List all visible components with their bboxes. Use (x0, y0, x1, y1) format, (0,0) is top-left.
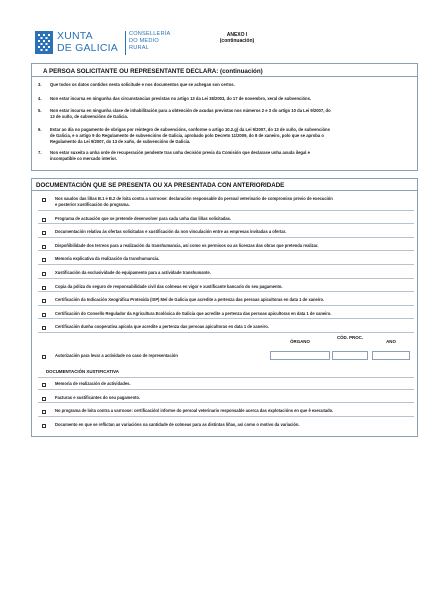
document-divider (38, 237, 414, 238)
cod-proc-field[interactable] (332, 351, 368, 360)
document-row (38, 284, 414, 294)
document-label: Programa de actuación que se pretende desenvolver para cada unha das liñas solicitadas. (55, 216, 232, 221)
declaration-item-text (50, 108, 420, 120)
justification-label: Memoria de realización de actividades. (55, 381, 131, 386)
justification-divider (38, 416, 414, 417)
column-ano: ANO (386, 339, 396, 344)
document-divider (38, 305, 414, 306)
document-divider (38, 223, 414, 224)
document-label: Certificación dunha cooperativa apícola que acredite a pertenza das persoas apicultoras en data 1 de xaneiro. (55, 324, 269, 329)
document-checkbox[interactable] (42, 258, 46, 262)
dept-line-2: DO MEDIO (129, 38, 159, 44)
authorization-label: Autorización para levar a actividade no caso de representación (55, 353, 178, 358)
document-divider (38, 264, 414, 265)
declaration-item-number: 5. (38, 108, 42, 113)
dept-line-3: RURAL (129, 45, 149, 51)
authorization-checkbox[interactable] (42, 355, 46, 359)
brand-line-2: DE GALICIA (57, 42, 118, 54)
declaration-item-line: Non estar suxeita a unha orde de recuperación pendente tras unha decisión previa da Comisión que declarase unha axuda ilegal e (50, 150, 310, 155)
column-organo: ÓRGANO (290, 339, 310, 344)
document-checkbox[interactable] (42, 286, 46, 290)
dept-line-1: CONSELLERÍA (129, 31, 171, 37)
declaration-title: A PERSOA SOLICITANTE OU REPRESENTANTE DECLARA: (continuación) (43, 68, 263, 75)
document-label: e posterior xustificación do programa. (55, 202, 130, 207)
documentation-title-rule (31, 190, 418, 191)
document-label: Xustificación da exclusividade do equipamento para a actividade transhumante. (55, 270, 211, 275)
document-divider (38, 318, 414, 319)
declaration-item-line: Non estar incursa en ningunha clase de inhabilitación para a obtención de axudas previstas nos números 2 e 3 do artigo 10 da Lei 9/2007, do (50, 108, 331, 113)
brand-line-1: XUNTA (57, 30, 93, 42)
declaration-item-number: 6. (38, 127, 42, 132)
column-cod-proc: CÓD. PROC. (336, 335, 364, 340)
justification-label: Facturas e xustificantes do seu pagamento. (55, 395, 141, 400)
declaration-item-line: Non estar incursa en ningunha das circunstancias previstas no artigo 13 da Lei 38/2003, do 17 de novembro, xeral de subvencións. (50, 96, 312, 101)
declaration-item-number: 4. (38, 96, 42, 101)
document-row (38, 216, 414, 226)
declaration-item-text (50, 96, 420, 102)
document-checkbox[interactable] (42, 326, 46, 330)
document-label: Dispoñibilidade dos terreos para a realización da transhumancia, así como os permisos ou as licenzas das obras que pretenda realizar. (55, 243, 319, 248)
declaration-item-text (50, 150, 420, 162)
document-checkbox[interactable] (42, 299, 46, 303)
declaration-item-line: incompatible co mercado interior. (50, 156, 118, 161)
justification-checkbox[interactable] (42, 424, 46, 428)
galicia-emblem-icon (35, 31, 53, 54)
document-checkbox[interactable] (42, 272, 46, 276)
declaration-item-line: 13 de xuño, de subvencións de Galicia. (50, 114, 128, 119)
justification-label: Documento en que se reflictan as variacións na cantidade de colmeas para as distintas liñas, así como o motivo da variación. (55, 422, 300, 427)
document-checkbox[interactable] (42, 198, 46, 202)
declaration-item-number: 3. (38, 82, 42, 87)
justification-checkbox[interactable] (42, 397, 46, 401)
document-label: Nos saudos das liñas B.1 e B.2 de loita contra a varroose: declaración responsable do persoal veterinario de compromiso previo de execución (55, 196, 333, 201)
logo-divider (125, 31, 126, 55)
document-divider (38, 291, 414, 292)
declaration-item-line: Estar ao día no pagamento de obrigas por reintegro de subvencións, conforme o artigo 10.2.g) da Lei 9/2007, do 13 de xuño, de subvencións (50, 127, 330, 132)
document-row (38, 311, 414, 321)
ano-field[interactable] (372, 351, 410, 360)
justification-row (38, 422, 414, 432)
declaration-item-line: Que todos os datos contidos nesta solicitude e nos documentos que se achegan son certos. (50, 82, 235, 87)
annex-subtitle: (continuación) (219, 38, 255, 44)
documentation-title: DOCUMENTACIÓN QUE SE PRESENTA OU XA PRESENTADA CON ANTERIORIDADE (36, 182, 285, 189)
document-label: Memoria explicativa da realización da transhumancia. (55, 256, 160, 261)
document-label: Copia da póliza do seguro de responsabilidade civil das colmeas en vigor e xustificante bancario do seu pagamento. (55, 284, 283, 289)
document-label: Certificación da Indicación Xeográfica Protexida (IXP) Mel de Galicia que acredite a pertenza das persoas apicultoras en data 1 de xaneiro. (55, 297, 325, 302)
justification-checkbox[interactable] (42, 410, 46, 414)
document-checkbox[interactable] (42, 218, 46, 222)
document-divider (38, 250, 414, 251)
document-divider (38, 278, 414, 279)
document-checkbox[interactable] (42, 313, 46, 317)
document-divider (38, 332, 414, 333)
justification-row (38, 395, 414, 405)
department-name (129, 31, 170, 52)
declaration-item-text (50, 127, 420, 145)
declaration-item-line: Regulamento da Lei 9/2007, do 13 de xuño, de subvencións de Galicia. (50, 139, 191, 144)
annex-heading (200, 32, 274, 44)
declaration-item-number: 7. (38, 150, 42, 155)
organo-field[interactable] (270, 351, 330, 360)
document-label: Certificación do Consello Regulador da Agricultura Ecolóxica de Galicia que acredite a pertenza das persoas apicultoras en data 1 de xaneiro. (55, 311, 332, 316)
document-label: Documentación relativa ás ofertas solicitadas e xustificación da non vinculación entre as empresas invitadas a ofertar. (55, 229, 287, 234)
declaration-item-line: de Galicia, e o artigo 9 do Regulamento de subvencións de Galicia, aprobado polo Decreto 11/2009, do 8 de xaneiro, polo que se aproba o (50, 133, 324, 138)
justification-title-rule (38, 377, 414, 378)
justification-divider (38, 389, 414, 390)
declaration-title-rule (31, 76, 418, 77)
xunta-logo (35, 31, 195, 56)
justification-label: No programa de loita contra a varroose: certificación/ informe do persoal veterinario responsable acerca das explotacións en que ê executado. (55, 408, 334, 413)
justification-title: DOCUMENTACIÓN XUSTIFICATIVA (46, 369, 119, 374)
document-checkbox[interactable] (42, 231, 46, 235)
justification-checkbox[interactable] (42, 383, 46, 387)
declaration-item-text (50, 82, 420, 88)
document-checkbox[interactable] (42, 245, 46, 249)
document-row (38, 243, 414, 253)
document-divider (38, 210, 414, 211)
annex-title: ANEXO I (226, 32, 248, 38)
justification-divider (38, 402, 414, 403)
